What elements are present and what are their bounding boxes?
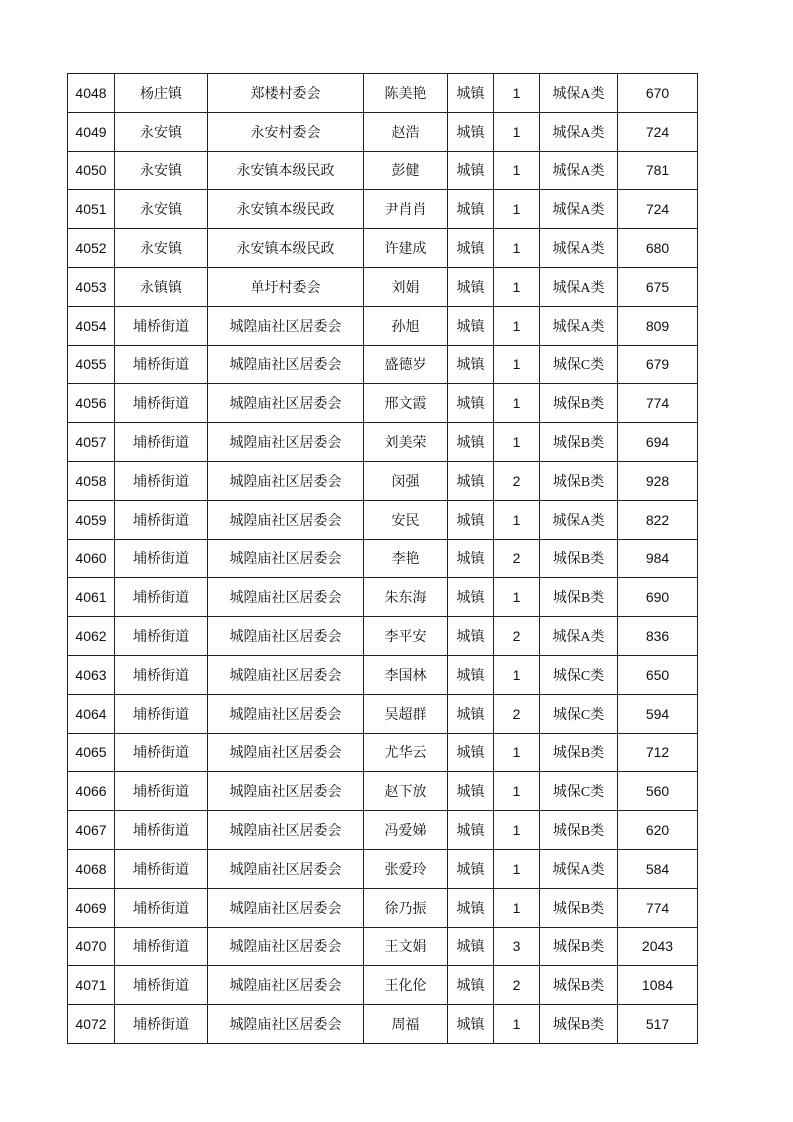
household-size-cell: 1 xyxy=(494,306,540,345)
record-id-cell: 4056 xyxy=(68,384,115,423)
committee-cell: 城隍庙社区居委会 xyxy=(208,500,364,539)
record-id-cell: 4065 xyxy=(68,733,115,772)
household-size-cell: 1 xyxy=(494,229,540,268)
amount-cell: 594 xyxy=(618,694,698,733)
table-row xyxy=(68,1005,698,1044)
town-cell: 埔桥街道 xyxy=(115,849,208,888)
area-type-cell: 城镇 xyxy=(448,772,494,811)
record-id-cell: 4050 xyxy=(68,151,115,190)
category-cell: 城保B类 xyxy=(540,384,618,423)
committee-cell: 单圩村委会 xyxy=(208,267,364,306)
amount-cell: 517 xyxy=(618,1005,698,1044)
table-row xyxy=(68,306,698,345)
person-name-cell: 刘美荣 xyxy=(364,423,448,462)
town-cell: 埔桥街道 xyxy=(115,655,208,694)
amount-cell: 690 xyxy=(618,578,698,617)
committee-cell: 城隍庙社区居委会 xyxy=(208,345,364,384)
area-type-cell: 城镇 xyxy=(448,888,494,927)
category-cell: 城保B类 xyxy=(540,733,618,772)
town-cell: 永安镇 xyxy=(115,229,208,268)
person-name-cell: 尤华云 xyxy=(364,733,448,772)
person-name-cell: 王化伦 xyxy=(364,966,448,1005)
table-row xyxy=(68,267,698,306)
table-row xyxy=(68,74,698,113)
household-size-cell: 1 xyxy=(494,888,540,927)
household-size-cell: 3 xyxy=(494,927,540,966)
category-cell: 城保C类 xyxy=(540,345,618,384)
area-type-cell: 城镇 xyxy=(448,461,494,500)
area-type-cell: 城镇 xyxy=(448,655,494,694)
committee-cell: 城隍庙社区居委会 xyxy=(208,733,364,772)
table-row xyxy=(68,461,698,500)
amount-cell: 836 xyxy=(618,617,698,656)
amount-cell: 774 xyxy=(618,384,698,423)
town-cell: 埔桥街道 xyxy=(115,888,208,927)
area-type-cell: 城镇 xyxy=(448,849,494,888)
committee-cell: 永安镇本级民政 xyxy=(208,190,364,229)
person-name-cell: 赵下放 xyxy=(364,772,448,811)
committee-cell: 城隍庙社区居委会 xyxy=(208,888,364,927)
committee-cell: 城隍庙社区居委会 xyxy=(208,655,364,694)
amount-cell: 670 xyxy=(618,74,698,113)
table-row xyxy=(68,617,698,656)
town-cell: 埔桥街道 xyxy=(115,966,208,1005)
table-row xyxy=(68,151,698,190)
category-cell: 城保A类 xyxy=(540,229,618,268)
town-cell: 永安镇 xyxy=(115,151,208,190)
household-size-cell: 1 xyxy=(494,811,540,850)
category-cell: 城保B类 xyxy=(540,461,618,500)
amount-cell: 560 xyxy=(618,772,698,811)
record-id-cell: 4070 xyxy=(68,927,115,966)
amount-cell: 2043 xyxy=(618,927,698,966)
area-type-cell: 城镇 xyxy=(448,578,494,617)
town-cell: 埔桥街道 xyxy=(115,694,208,733)
roster-table-body xyxy=(68,74,698,1044)
amount-cell: 1084 xyxy=(618,966,698,1005)
household-size-cell: 1 xyxy=(494,500,540,539)
household-size-cell: 1 xyxy=(494,772,540,811)
town-cell: 永安镇 xyxy=(115,190,208,229)
record-id-cell: 4052 xyxy=(68,229,115,268)
category-cell: 城保A类 xyxy=(540,617,618,656)
committee-cell: 城隍庙社区居委会 xyxy=(208,1005,364,1044)
household-size-cell: 2 xyxy=(494,461,540,500)
person-name-cell: 许建成 xyxy=(364,229,448,268)
record-id-cell: 4051 xyxy=(68,190,115,229)
household-size-cell: 1 xyxy=(494,267,540,306)
area-type-cell: 城镇 xyxy=(448,733,494,772)
record-id-cell: 4053 xyxy=(68,267,115,306)
committee-cell: 城隍庙社区居委会 xyxy=(208,539,364,578)
town-cell: 埔桥街道 xyxy=(115,772,208,811)
record-id-cell: 4072 xyxy=(68,1005,115,1044)
household-size-cell: 1 xyxy=(494,74,540,113)
table-row xyxy=(68,655,698,694)
table-row xyxy=(68,733,698,772)
category-cell: 城保B类 xyxy=(540,1005,618,1044)
person-name-cell: 朱东海 xyxy=(364,578,448,617)
amount-cell: 724 xyxy=(618,112,698,151)
table-row xyxy=(68,423,698,462)
town-cell: 埔桥街道 xyxy=(115,617,208,656)
record-id-cell: 4069 xyxy=(68,888,115,927)
town-cell: 埔桥街道 xyxy=(115,811,208,850)
person-name-cell: 吴超群 xyxy=(364,694,448,733)
table-row xyxy=(68,578,698,617)
person-name-cell: 徐乃振 xyxy=(364,888,448,927)
amount-cell: 650 xyxy=(618,655,698,694)
committee-cell: 城隍庙社区居委会 xyxy=(208,694,364,733)
person-name-cell: 邢文霞 xyxy=(364,384,448,423)
table-row xyxy=(68,500,698,539)
record-id-cell: 4066 xyxy=(68,772,115,811)
record-id-cell: 4059 xyxy=(68,500,115,539)
committee-cell: 城隍庙社区居委会 xyxy=(208,811,364,850)
town-cell: 杨庄镇 xyxy=(115,74,208,113)
table-row xyxy=(68,539,698,578)
area-type-cell: 城镇 xyxy=(448,539,494,578)
amount-cell: 984 xyxy=(618,539,698,578)
area-type-cell: 城镇 xyxy=(448,423,494,462)
household-size-cell: 1 xyxy=(494,655,540,694)
committee-cell: 城隍庙社区居委会 xyxy=(208,423,364,462)
table-row xyxy=(68,345,698,384)
committee-cell: 郑楼村委会 xyxy=(208,74,364,113)
category-cell: 城保A类 xyxy=(540,151,618,190)
town-cell: 永镇镇 xyxy=(115,267,208,306)
person-name-cell: 冯爱娣 xyxy=(364,811,448,850)
table-row xyxy=(68,694,698,733)
household-size-cell: 1 xyxy=(494,151,540,190)
amount-cell: 620 xyxy=(618,811,698,850)
record-id-cell: 4067 xyxy=(68,811,115,850)
area-type-cell: 城镇 xyxy=(448,617,494,656)
area-type-cell: 城镇 xyxy=(448,112,494,151)
area-type-cell: 城镇 xyxy=(448,151,494,190)
amount-cell: 774 xyxy=(618,888,698,927)
town-cell: 埔桥街道 xyxy=(115,345,208,384)
town-cell: 埔桥街道 xyxy=(115,733,208,772)
area-type-cell: 城镇 xyxy=(448,74,494,113)
person-name-cell: 李平安 xyxy=(364,617,448,656)
town-cell: 埔桥街道 xyxy=(115,578,208,617)
household-size-cell: 1 xyxy=(494,190,540,229)
area-type-cell: 城镇 xyxy=(448,190,494,229)
committee-cell: 城隍庙社区居委会 xyxy=(208,927,364,966)
committee-cell: 永安镇本级民政 xyxy=(208,229,364,268)
area-type-cell: 城镇 xyxy=(448,966,494,1005)
committee-cell: 城隍庙社区居委会 xyxy=(208,849,364,888)
committee-cell: 城隍庙社区居委会 xyxy=(208,966,364,1005)
category-cell: 城保B类 xyxy=(540,539,618,578)
amount-cell: 679 xyxy=(618,345,698,384)
table-row xyxy=(68,888,698,927)
category-cell: 城保C类 xyxy=(540,655,618,694)
record-id-cell: 4049 xyxy=(68,112,115,151)
household-size-cell: 1 xyxy=(494,112,540,151)
committee-cell: 永安村委会 xyxy=(208,112,364,151)
area-type-cell: 城镇 xyxy=(448,811,494,850)
category-cell: 城保B类 xyxy=(540,423,618,462)
committee-cell: 城隍庙社区居委会 xyxy=(208,772,364,811)
area-type-cell: 城镇 xyxy=(448,927,494,966)
person-name-cell: 尹肖肖 xyxy=(364,190,448,229)
record-id-cell: 4060 xyxy=(68,539,115,578)
record-id-cell: 4057 xyxy=(68,423,115,462)
amount-cell: 694 xyxy=(618,423,698,462)
household-size-cell: 1 xyxy=(494,345,540,384)
town-cell: 埔桥街道 xyxy=(115,306,208,345)
amount-cell: 809 xyxy=(618,306,698,345)
category-cell: 城保B类 xyxy=(540,927,618,966)
record-id-cell: 4055 xyxy=(68,345,115,384)
category-cell: 城保A类 xyxy=(540,849,618,888)
category-cell: 城保B类 xyxy=(540,966,618,1005)
town-cell: 埔桥街道 xyxy=(115,384,208,423)
record-id-cell: 4048 xyxy=(68,74,115,113)
amount-cell: 584 xyxy=(618,849,698,888)
person-name-cell: 赵浩 xyxy=(364,112,448,151)
household-size-cell: 1 xyxy=(494,384,540,423)
record-id-cell: 4071 xyxy=(68,966,115,1005)
roster-table xyxy=(67,73,698,1044)
table-row xyxy=(68,849,698,888)
table-row xyxy=(68,811,698,850)
table-row xyxy=(68,112,698,151)
town-cell: 埔桥街道 xyxy=(115,423,208,462)
town-cell: 埔桥街道 xyxy=(115,1005,208,1044)
category-cell: 城保C类 xyxy=(540,772,618,811)
area-type-cell: 城镇 xyxy=(448,500,494,539)
area-type-cell: 城镇 xyxy=(448,1005,494,1044)
committee-cell: 城隍庙社区居委会 xyxy=(208,384,364,423)
table-row xyxy=(68,229,698,268)
record-id-cell: 4058 xyxy=(68,461,115,500)
table-row xyxy=(68,384,698,423)
person-name-cell: 王文娟 xyxy=(364,927,448,966)
household-size-cell: 1 xyxy=(494,423,540,462)
person-name-cell: 刘娟 xyxy=(364,267,448,306)
table-row xyxy=(68,772,698,811)
area-type-cell: 城镇 xyxy=(448,229,494,268)
town-cell: 埔桥街道 xyxy=(115,461,208,500)
amount-cell: 822 xyxy=(618,500,698,539)
person-name-cell: 李国林 xyxy=(364,655,448,694)
record-id-cell: 4064 xyxy=(68,694,115,733)
area-type-cell: 城镇 xyxy=(448,694,494,733)
table-row xyxy=(68,190,698,229)
area-type-cell: 城镇 xyxy=(448,345,494,384)
person-name-cell: 孙旭 xyxy=(364,306,448,345)
category-cell: 城保C类 xyxy=(540,694,618,733)
record-id-cell: 4061 xyxy=(68,578,115,617)
amount-cell: 781 xyxy=(618,151,698,190)
person-name-cell: 李艳 xyxy=(364,539,448,578)
record-id-cell: 4063 xyxy=(68,655,115,694)
town-cell: 埔桥街道 xyxy=(115,500,208,539)
area-type-cell: 城镇 xyxy=(448,306,494,345)
committee-cell: 永安镇本级民政 xyxy=(208,151,364,190)
person-name-cell: 陈美艳 xyxy=(364,74,448,113)
household-size-cell: 1 xyxy=(494,733,540,772)
household-size-cell: 1 xyxy=(494,578,540,617)
category-cell: 城保B类 xyxy=(540,888,618,927)
table-row xyxy=(68,927,698,966)
amount-cell: 675 xyxy=(618,267,698,306)
table-row xyxy=(68,966,698,1005)
town-cell: 埔桥街道 xyxy=(115,927,208,966)
amount-cell: 712 xyxy=(618,733,698,772)
record-id-cell: 4062 xyxy=(68,617,115,656)
person-name-cell: 闵强 xyxy=(364,461,448,500)
person-name-cell: 盛德岁 xyxy=(364,345,448,384)
town-cell: 永安镇 xyxy=(115,112,208,151)
household-size-cell: 2 xyxy=(494,617,540,656)
town-cell: 埔桥街道 xyxy=(115,539,208,578)
category-cell: 城保A类 xyxy=(540,500,618,539)
household-size-cell: 2 xyxy=(494,539,540,578)
committee-cell: 城隍庙社区居委会 xyxy=(208,461,364,500)
record-id-cell: 4054 xyxy=(68,306,115,345)
category-cell: 城保A类 xyxy=(540,267,618,306)
household-size-cell: 2 xyxy=(494,694,540,733)
category-cell: 城保B类 xyxy=(540,578,618,617)
household-size-cell: 1 xyxy=(494,1005,540,1044)
committee-cell: 城隍庙社区居委会 xyxy=(208,306,364,345)
area-type-cell: 城镇 xyxy=(448,267,494,306)
person-name-cell: 安民 xyxy=(364,500,448,539)
committee-cell: 城隍庙社区居委会 xyxy=(208,578,364,617)
person-name-cell: 彭健 xyxy=(364,151,448,190)
record-id-cell: 4068 xyxy=(68,849,115,888)
person-name-cell: 张爱玲 xyxy=(364,849,448,888)
amount-cell: 724 xyxy=(618,190,698,229)
category-cell: 城保A类 xyxy=(540,74,618,113)
category-cell: 城保A类 xyxy=(540,112,618,151)
amount-cell: 928 xyxy=(618,461,698,500)
category-cell: 城保B类 xyxy=(540,811,618,850)
amount-cell: 680 xyxy=(618,229,698,268)
area-type-cell: 城镇 xyxy=(448,384,494,423)
household-size-cell: 1 xyxy=(494,849,540,888)
category-cell: 城保A类 xyxy=(540,306,618,345)
person-name-cell: 周福 xyxy=(364,1005,448,1044)
committee-cell: 城隍庙社区居委会 xyxy=(208,617,364,656)
category-cell: 城保A类 xyxy=(540,190,618,229)
household-size-cell: 2 xyxy=(494,966,540,1005)
